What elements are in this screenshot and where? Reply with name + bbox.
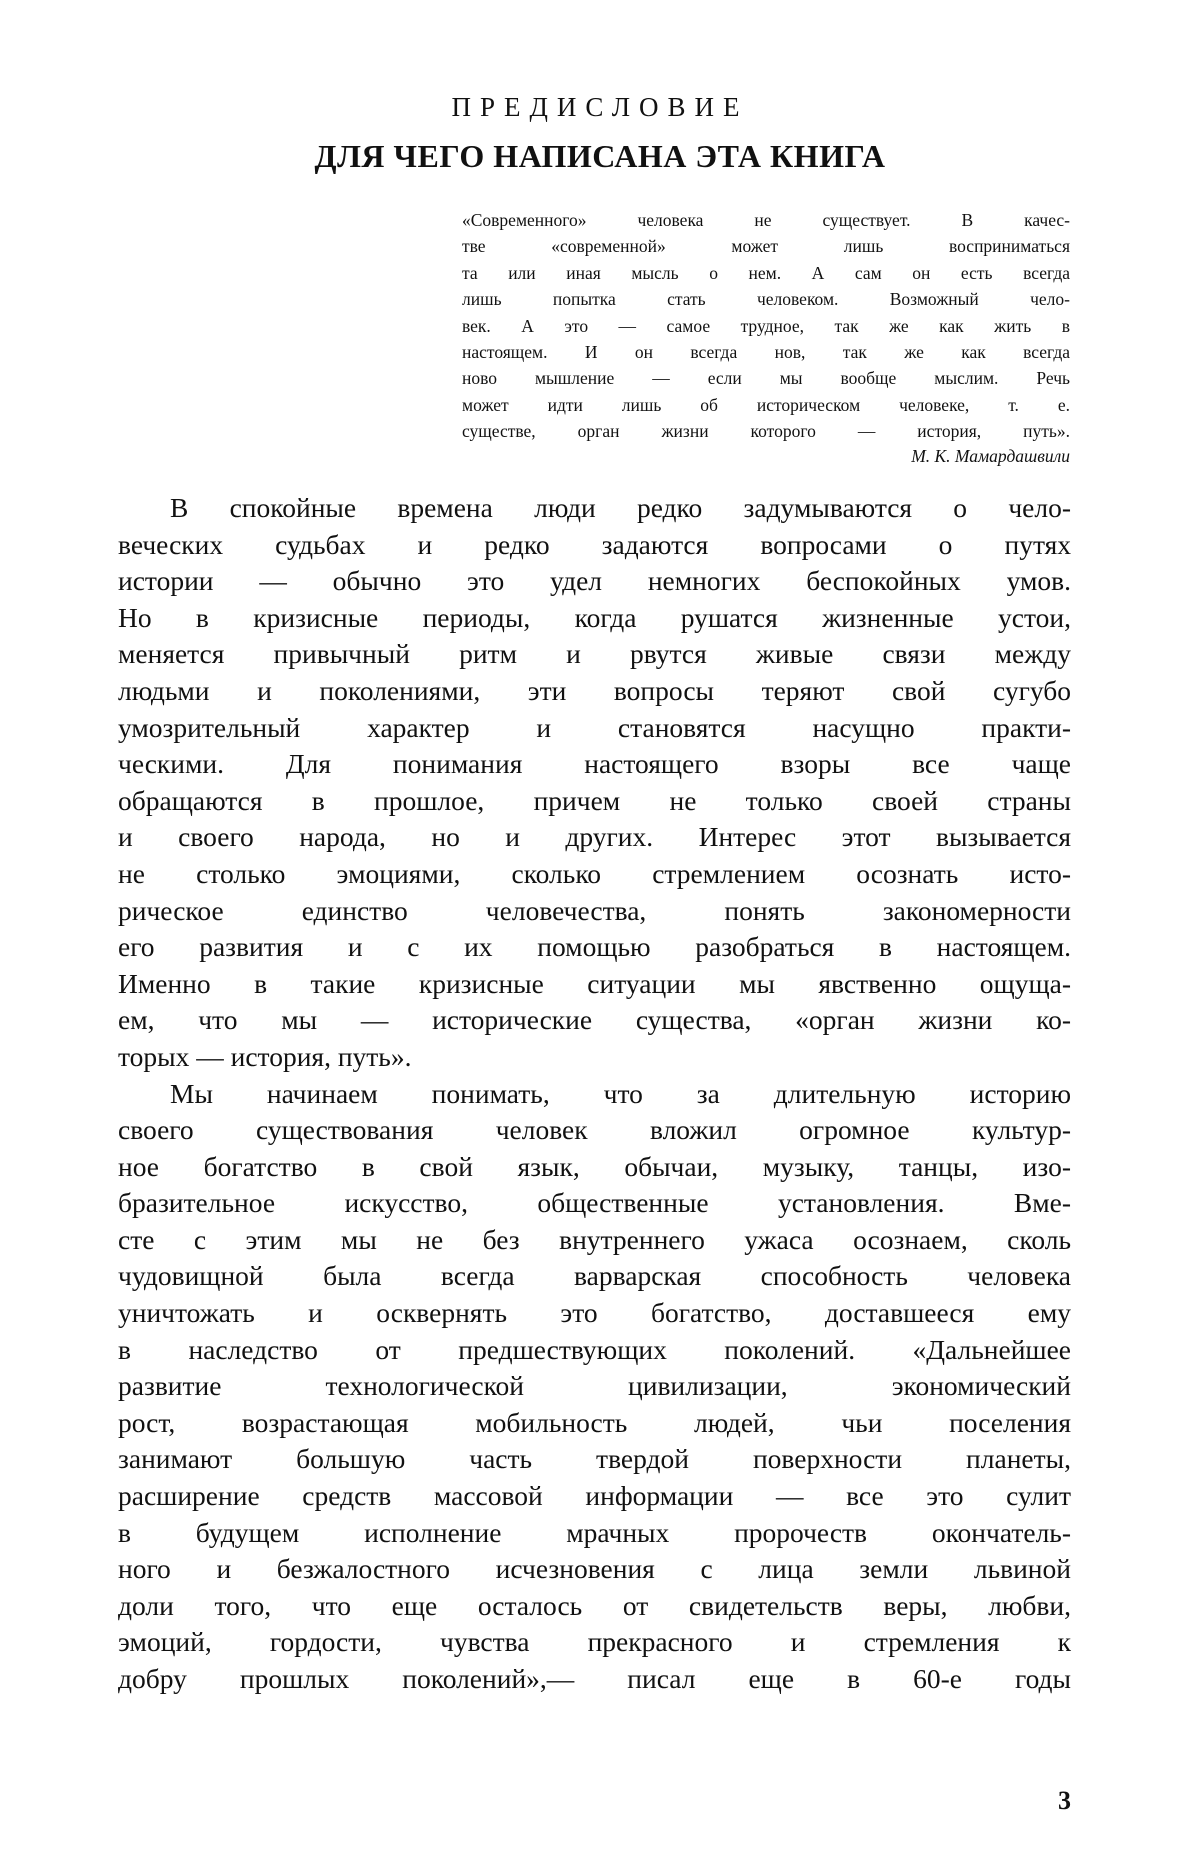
epigraph-line: та или иная мысль о нем. А сам он есть всегда [462, 260, 1070, 286]
epigraph-line: век. А это — самое трудное, так же как жить в [462, 313, 1070, 339]
body-text [118, 490, 1071, 1698]
epigraph-line: ново мышление — если мы вообще мыслим. Речь [462, 365, 1070, 391]
text-line: доли того, что еще осталось от свидетельств веры, любви, [118, 1588, 1071, 1625]
text-line: и своего народа, но и других. Интерес этот вызывается [118, 819, 1071, 856]
text-line: истории — обычно это удел немногих беспокойных умов. [118, 563, 1071, 600]
text-line: бразительное искусство, общественные установления. Вме- [118, 1185, 1071, 1222]
text-line: людьми и поколениями, эти вопросы теряют свой сугубо [118, 673, 1071, 710]
text-line: эмоций, гордости, чувства прекрасного и стремления к [118, 1624, 1071, 1661]
text-line: сте с этим мы не без внутреннего ужаса осознаем, сколь [118, 1222, 1071, 1259]
text-line: умозрительный характер и становятся насущно практи- [118, 710, 1071, 747]
text-line: В спокойные времена люди редко задумываются о чело- [118, 490, 1071, 527]
text-line: ческими. Для понимания настоящего взоры все чаще [118, 746, 1071, 783]
text-line: развитие технологической цивилизации, экономический [118, 1368, 1071, 1405]
text-line: его развития и с их помощью разобраться в настоящем. [118, 929, 1071, 966]
text-line: добру прошлых поколений»,— писал еще в 60-е годы [118, 1661, 1071, 1698]
book-page [0, 0, 1200, 1875]
text-line: меняется привычный ритм и рвутся живые связи между [118, 636, 1071, 673]
text-line: расширение средств массовой информации — все это сулит [118, 1478, 1071, 1515]
epigraph-line: «Современного» человека не существует. В качес- [462, 207, 1070, 233]
text-line: ем, что мы — исторические существа, «орган жизни ко- [118, 1002, 1071, 1039]
text-line: уничтожать и осквернять это богатство, доставшееся ему [118, 1295, 1071, 1332]
paragraph-2 [118, 1076, 1071, 1698]
text-line: Именно в такие кризисные ситуации мы явственно ощуща- [118, 966, 1071, 1003]
epigraph-line: существе, орган жизни которого — история, путь». [462, 418, 1070, 444]
text-line: своего существования человек вложил огромное культур- [118, 1112, 1071, 1149]
epigraph-line: настоящем. И он всегда нов, так же как всегда [462, 339, 1070, 365]
text-line: торых — история, путь». [118, 1039, 1071, 1076]
text-line: ного и безжалостного исчезновения с лица земли львиной [118, 1551, 1071, 1588]
section-heading: ПРЕДИСЛОВИЕ [0, 92, 1200, 123]
text-line: обращаются в прошлое, причем не только своей страны [118, 783, 1071, 820]
text-line: в будущем исполнение мрачных пророчеств окончатель- [118, 1515, 1071, 1552]
epigraph-line: тве «современной» может лишь восприниматься [462, 233, 1070, 259]
epigraph-attribution: М. К. Мамардашвили [462, 446, 1070, 467]
text-line: занимают большую часть твердой поверхности планеты, [118, 1441, 1071, 1478]
text-line: чудовищной была всегда варварская способность человека [118, 1258, 1071, 1295]
chapter-title: ДЛЯ ЧЕГО НАПИСАНА ЭТА КНИГА [0, 138, 1200, 175]
epigraph-line: лишь попытка стать человеком. Возможный чело- [462, 286, 1070, 312]
text-line: в наследство от предшествующих поколений. «Дальнейшее [118, 1332, 1071, 1369]
text-line: ное богатство в свой язык, обычаи, музыку, танцы, изо- [118, 1149, 1071, 1186]
paragraph-1 [118, 490, 1071, 1076]
text-line: Но в кризисные периоды, когда рушатся жизненные устои, [118, 600, 1071, 637]
text-line: рическое единство человечества, понять закономерности [118, 893, 1071, 930]
text-line: веческих судьбах и редко задаются вопросами о путях [118, 527, 1071, 564]
text-line: не столько эмоциями, сколько стремлением осознать исто- [118, 856, 1071, 893]
page-number: 3 [1040, 1786, 1071, 1816]
text-line: рост, возрастающая мобильность людей, чьи поселения [118, 1405, 1071, 1442]
epigraph [462, 207, 1070, 445]
epigraph-line: может идти лишь об историческом человеке, т. е. [462, 392, 1070, 418]
text-line: Мы начинаем понимать, что за длительную историю [118, 1076, 1071, 1113]
